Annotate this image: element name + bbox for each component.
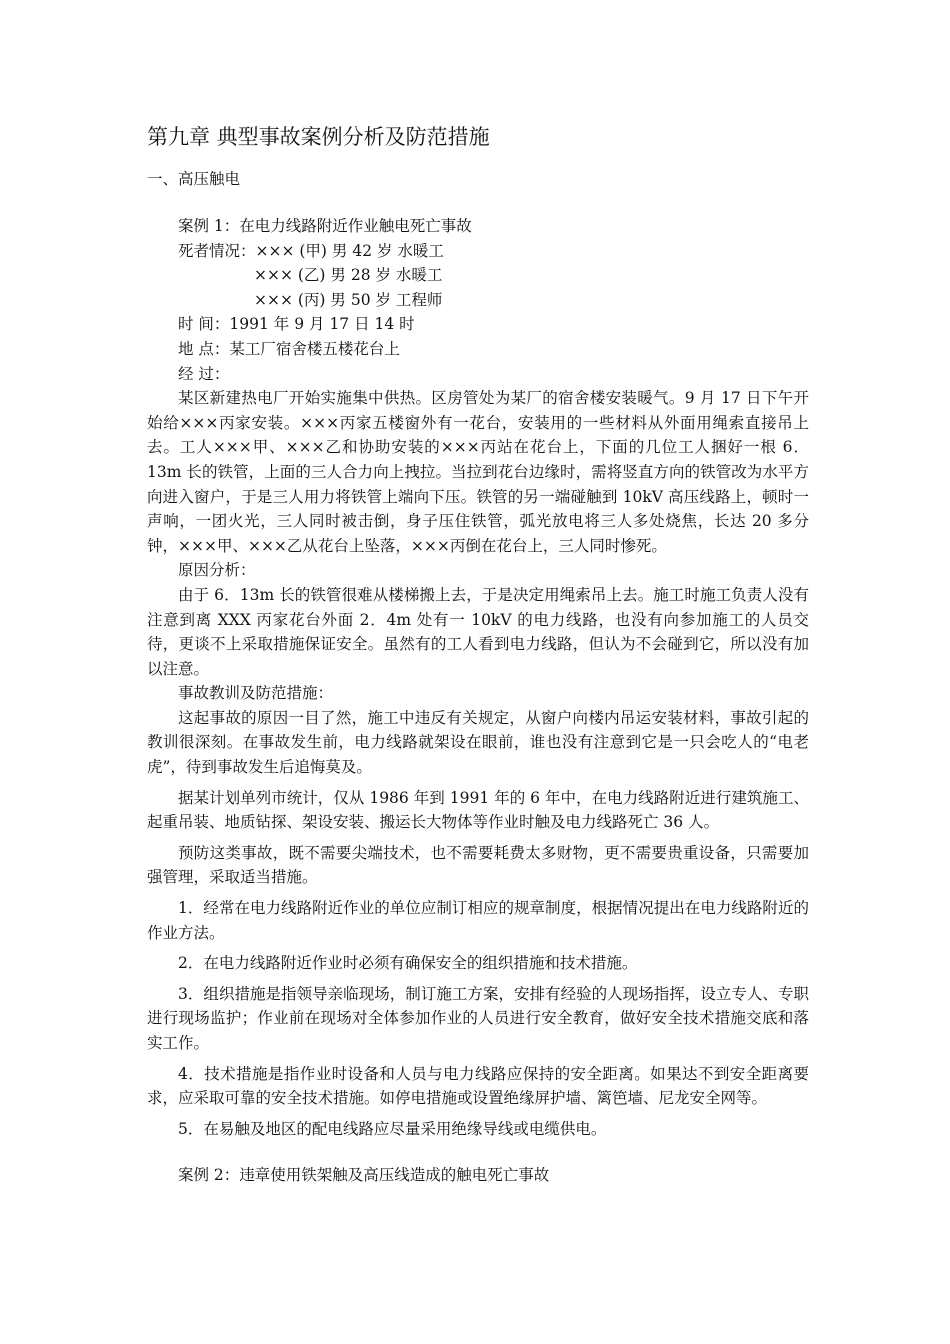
case1-time: 时 间：1991 年 9 月 17 日 14 时: [178, 315, 415, 334]
case1-cause-text: 由于 6．13m 长的铁管很难从楼梯搬上去，于是决定用绳索吊上去。施工时施工负责人没有注意到离 XXX 丙家花台外面 2．4m 处有一 10kV 的电力线路，也没有向参加施工的人员交待，更谈不上采取措施保证安全。虽然有的工人看到电力线路，但认为不会碰到它，所以没有加以注意。: [147, 585, 809, 678]
case1-lesson-text-3: 预防这类事故，既不需要尖端技术，也不需要耗费太多财物，更不需要贵重设备，只需要加强管理，采取适当措施。: [147, 843, 809, 887]
case1-measure-4: 4．技术措施是指作业时设备和人员与电力线路应保持的安全距离。如果达不到安全距离要求，应采取可靠的安全技术措施。如停电措施或设置绝缘屏护墙、篱笆墙、尼龙安全网等。: [147, 1064, 809, 1108]
case1-victims-line2: ××× (乙) 男 28 岁 水暖工: [254, 266, 443, 285]
chapter-title: 第九章 典型事故案例分析及防范措施: [147, 125, 490, 149]
case1-lesson-text-2: 据某计划单列市统计，仅从 1986 年到 1991 年的 6 年中，在电力线路附近进行建筑施工、起重吊装、地质钻探、架设安装、搬运长大物体等作业时触及电力线路死亡 36 人。: [147, 788, 809, 832]
case1-measure-2: 2．在电力线路附近作业时必须有确保安全的组织措施和技术措施。: [178, 954, 638, 973]
case1-process-text: 某区新建热电厂开始实施集中供热。区房管处为某厂的宿舍楼安装暖气。9 月 17 日下午开始给×××丙家安装。×××丙家五楼窗外有一花台，安装用的一些材料从外面用绳索直接吊上去。工人×××甲、×××乙和协助安装的×××丙站在花台上，下面的几位工人捆好一根 6．13m 长的铁管，上面的三人合力向上拽拉。当拉到花台边缘时，需将竖直方向的铁管改为水平方向进入窗户，于是三人用力将铁管上端向下压。铁管的另一端碰触到 10kV 高压线路上，顿时一声响，一团火光，三人同时被击倒，身子压住铁管，弧光放电将三人多处烧焦，长达 20 多分钟，×××甲、×××乙从花台上坠落，×××丙倒在花台上，三人同时惨死。: [147, 389, 809, 555]
case1-process-label: 经 过：: [178, 364, 230, 383]
case1-lesson-text-1: 这起事故的原因一目了然，施工中违反有关规定，从窗户向楼内吊运安装材料，事故引起的教训很深刻。在事故发生前，电力线路就架设在眼前，谁也没有注意到它是一只会吃人的“电老虎”，待到事故发生后追悔莫及。: [147, 708, 809, 777]
case1-victims-line3: ××× (丙) 男 50 岁 工程师: [254, 290, 443, 309]
case1-cause-label: 原因分析：: [178, 561, 256, 580]
section-title: 一、高压触电: [147, 170, 241, 188]
case1-title: 案例 1：在电力线路附近作业触电死亡事故: [178, 217, 472, 235]
case1-place: 地 点：某工厂宿舍楼五楼花台上: [178, 339, 400, 358]
document-body: [147, 214, 809, 1188]
case1-measure-3: 3．组织措施是指领导亲临现场，制订施工方案，安排有经验的人现场指挥，设立专人、专职进行现场监护；作业前在现场对全体参加作业的人员进行安全教育，做好安全技术措施交底和落实工作。: [147, 984, 809, 1052]
case1-victims-line1: 死者情况：××× (甲) 男 42 岁 水暖工: [178, 241, 444, 260]
case2-title: 案例 2：违章使用铁架触及高压线造成的触电死亡事故: [178, 1166, 550, 1185]
case1-lesson-label: 事故教训及防范措施：: [178, 684, 334, 703]
case1-measure-5: 5．在易触及地区的配电线路应尽量采用绝缘导线或电缆供电。: [178, 1119, 607, 1138]
case1-measure-1: 1．经常在电力线路附近作业的单位应制订相应的规章制度，根据情况提出在电力线路附近的作业方法。: [147, 899, 809, 942]
